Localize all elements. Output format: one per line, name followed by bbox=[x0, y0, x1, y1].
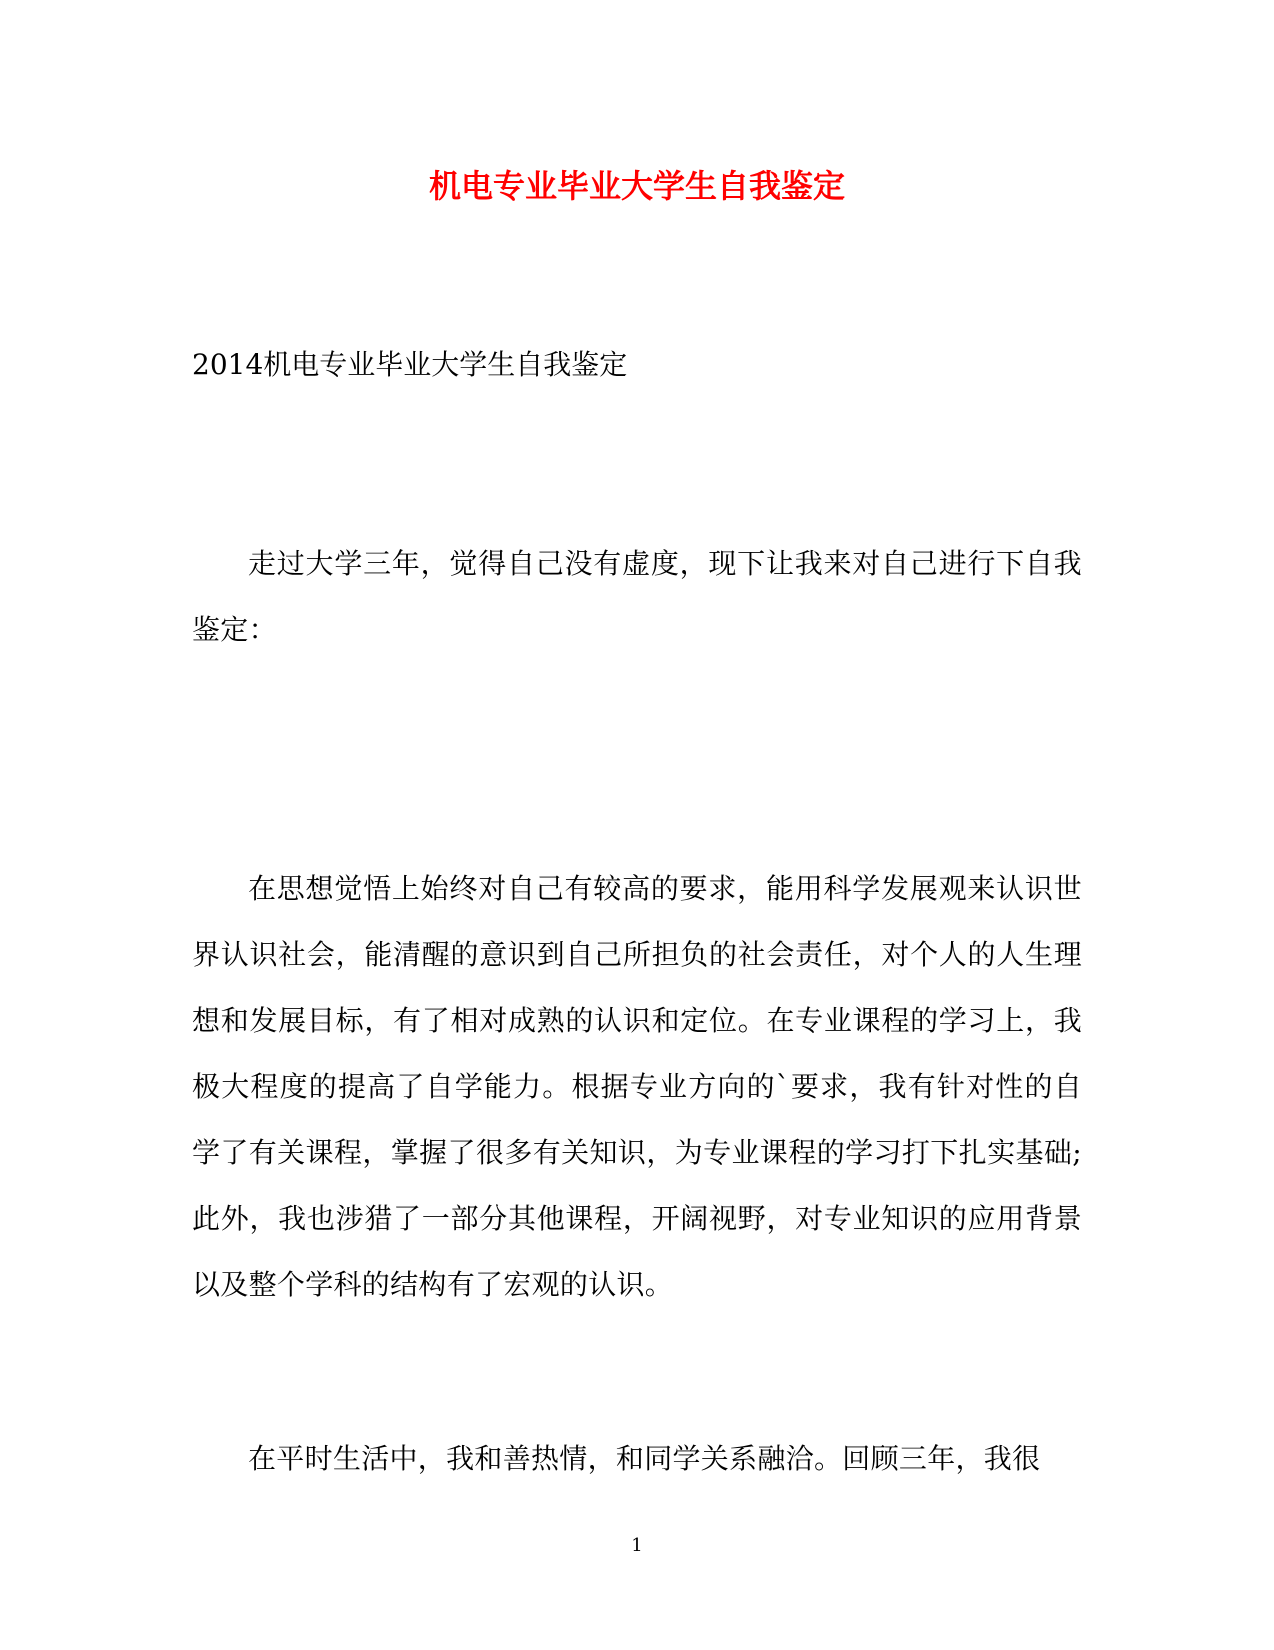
paragraph-intro: 走过大学三年，觉得自己没有虚度，现下让我来对自己进行下自我鉴定： bbox=[192, 547, 1082, 646]
page-title: 机电专业毕业大学生自我鉴定 bbox=[428, 167, 845, 205]
paragraph-ideology-study: 在思想觉悟上始终对自己有较高的要求，能用科学发展观来认识世界认识社会，能清醒的意识到自己所担负的社会责任，对个人的人生理想和发展目标，有了相对成熟的认识和定位。在专业课程的学习上，我极大程度的提高了自学能力。根据专业方向的`要求，我有针对性的自学了有关课程，掌握了很多有关知识，为专业课程的学习打下扎实基础;此外，我也涉猎了一部分其他课程，开阔视野，对专业知识的应用背景以及整个学科的结构有了宏观的认识。 bbox=[192, 872, 1082, 1301]
page-number: 1 bbox=[631, 1535, 643, 1556]
paragraph-daily-life: 在平时生活中，我和善热情，和同学关系融洽。回顾三年，我很 bbox=[248, 1442, 1041, 1475]
document-subtitle: 2014机电专业毕业大学生自我鉴定 bbox=[192, 348, 628, 381]
